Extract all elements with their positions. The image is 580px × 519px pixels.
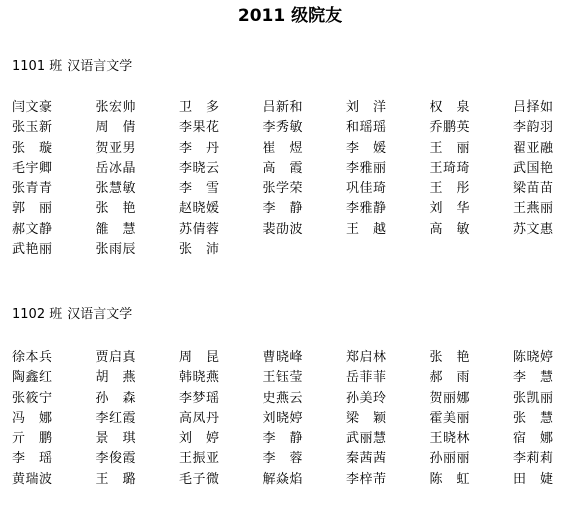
alumni-name: 刘晓婷 — [262, 410, 304, 426]
alumni-name: 卫 多 — [179, 100, 220, 115]
alumni-name: 张玉新 — [12, 120, 53, 136]
alumni-name: 梁 颖 — [346, 410, 387, 426]
alumni-name: 李梓芾 — [346, 471, 387, 487]
alumni-name: 李韵羽 — [513, 120, 554, 136]
alumni-name: 高 敏 — [429, 221, 471, 237]
alumni-name: 田 婕 — [513, 471, 554, 487]
alumni-name: 霍美丽 — [429, 410, 471, 426]
alumni-name: 郝文静 — [12, 221, 53, 237]
class-heading-1102 — [12, 306, 132, 324]
alumni-name: 李 媛 — [346, 140, 387, 156]
alumni-name: 李红霞 — [95, 410, 137, 426]
alumni-name: 巩佳琦 — [346, 181, 387, 197]
alumni-name: 赵晓媛 — [179, 201, 220, 217]
alumni-name: 李莉莉 — [513, 451, 554, 467]
alumni-name: 武国艳 — [513, 160, 554, 176]
class-major: 汉语言文学 — [67, 59, 133, 74]
alumni-name: 王 彤 — [429, 181, 471, 197]
alumni-name: 梁苗苗 — [513, 181, 554, 197]
alumni-name: 王振亚 — [179, 451, 220, 467]
alumni-name: 李 静 — [262, 201, 304, 217]
alumni-name: 李俊霞 — [95, 451, 137, 467]
name-grid-1102 — [12, 348, 572, 490]
alumni-name: 李 慧 — [513, 370, 554, 386]
class-code: 1101 班 — [12, 59, 63, 74]
alumni-name: 张青青 — [12, 181, 53, 197]
alumni-name: 郭 丽 — [12, 201, 53, 217]
class-heading-1101 — [12, 58, 132, 76]
alumni-name: 张学荣 — [262, 181, 304, 197]
alumni-name: 陈 虹 — [429, 471, 471, 487]
alumni-name: 闫文豪 — [12, 100, 53, 115]
alumni-name: 崔 煜 — [262, 140, 304, 156]
page-title: 2011 级院友 — [237, 6, 343, 26]
alumni-name: 李 静 — [262, 431, 304, 447]
alumni-name: 李 蓉 — [262, 451, 304, 467]
alumni-name: 史燕云 — [262, 390, 304, 406]
alumni-name: 陈晓婷 — [513, 350, 554, 365]
alumni-name: 毛子微 — [179, 471, 220, 487]
alumni-name: 岳冰晶 — [95, 160, 137, 176]
alumni-name: 贺亚男 — [95, 140, 137, 156]
alumni-name: 周 倩 — [95, 120, 137, 136]
alumni-name: 李晓云 — [179, 160, 220, 176]
alumni-name: 韩晓燕 — [179, 370, 220, 386]
alumni-name: 解焱焰 — [262, 471, 304, 487]
alumni-name: 武丽慧 — [346, 431, 387, 447]
alumni-name: 张 沛 — [179, 242, 220, 258]
alumni-name: 李雅静 — [346, 201, 387, 217]
name-grid-1101 — [12, 98, 572, 260]
alumni-name: 李雅丽 — [346, 160, 387, 176]
alumni-name: 孙丽丽 — [429, 451, 471, 467]
alumni-name: 景 琪 — [95, 431, 137, 447]
alumni-name: 秦茜茜 — [346, 451, 387, 467]
alumni-name: 裴劭波 — [262, 221, 304, 237]
class-major: 汉语言文学 — [67, 307, 133, 322]
alumni-name: 王钰莹 — [262, 370, 304, 386]
alumni-name: 贺丽娜 — [429, 390, 471, 406]
alumni-name: 刘 洋 — [346, 100, 387, 115]
alumni-name: 张 慧 — [513, 410, 554, 426]
alumni-name: 王 璐 — [95, 471, 137, 487]
alumni-name: 雒 慧 — [95, 221, 137, 237]
alumni-name: 李 瑶 — [12, 451, 53, 467]
alumni-name: 曹晓峰 — [262, 350, 304, 365]
alumni-name: 吕新和 — [262, 100, 304, 115]
alumni-name: 毛宇卿 — [12, 160, 53, 176]
alumni-name: 高 霞 — [262, 160, 304, 176]
alumni-name: 亓 鹏 — [12, 431, 53, 447]
alumni-name: 武艳丽 — [12, 242, 53, 258]
alumni-name: 王燕丽 — [513, 201, 554, 217]
alumni-name: 李秀敏 — [262, 120, 304, 136]
alumni-name: 徐本兵 — [12, 350, 53, 365]
alumni-name: 冯 娜 — [12, 410, 53, 426]
alumni-name: 李果花 — [179, 120, 220, 136]
alumni-name: 李 丹 — [179, 140, 220, 156]
alumni-name: 陶鑫红 — [12, 370, 53, 386]
alumni-name: 郑启林 — [346, 350, 387, 365]
alumni-name: 张宏帅 — [95, 100, 137, 115]
alumni-name: 胡 燕 — [95, 370, 137, 386]
alumni-name: 郝 雨 — [429, 370, 471, 386]
alumni-name: 李 雪 — [179, 181, 220, 197]
alumni-name: 王 丽 — [429, 140, 471, 156]
alumni-name: 王晓林 — [429, 431, 471, 447]
alumni-name: 苏倩蓉 — [179, 221, 220, 237]
alumni-name: 乔鹏英 — [429, 120, 471, 136]
alumni-name: 张凯丽 — [513, 390, 554, 406]
alumni-name: 贾启真 — [95, 350, 137, 365]
alumni-name: 岳菲菲 — [346, 370, 387, 386]
alumni-name: 张雨辰 — [95, 242, 137, 258]
alumni-name: 高凤丹 — [179, 410, 220, 426]
class-code: 1102 班 — [12, 307, 63, 322]
alumni-name: 王 越 — [346, 221, 387, 237]
alumni-name: 权 泉 — [429, 100, 471, 115]
alumni-name: 王琦琦 — [429, 160, 471, 176]
alumni-name: 周 昆 — [179, 350, 220, 365]
alumni-name: 张筱宁 — [12, 390, 53, 406]
alumni-name: 张 艳 — [429, 350, 471, 365]
alumni-name: 宿 娜 — [513, 431, 554, 447]
alumni-name: 和瑶瑶 — [346, 120, 387, 136]
alumni-name: 孙 森 — [95, 390, 137, 406]
alumni-name: 李梦瑶 — [179, 390, 220, 406]
alumni-name: 刘 华 — [429, 201, 471, 217]
alumni-name: 苏文惠 — [513, 221, 554, 237]
alumni-name: 刘 婷 — [179, 431, 220, 447]
alumni-name: 孙美玲 — [346, 390, 387, 406]
alumni-name: 吕择如 — [513, 100, 554, 115]
alumni-name: 翟亚融 — [513, 140, 554, 156]
alumni-name: 张 璇 — [12, 140, 53, 156]
alumni-name: 张慧敏 — [95, 181, 137, 197]
alumni-name: 黄瑞波 — [12, 471, 53, 487]
alumni-name: 张 艳 — [95, 201, 137, 217]
